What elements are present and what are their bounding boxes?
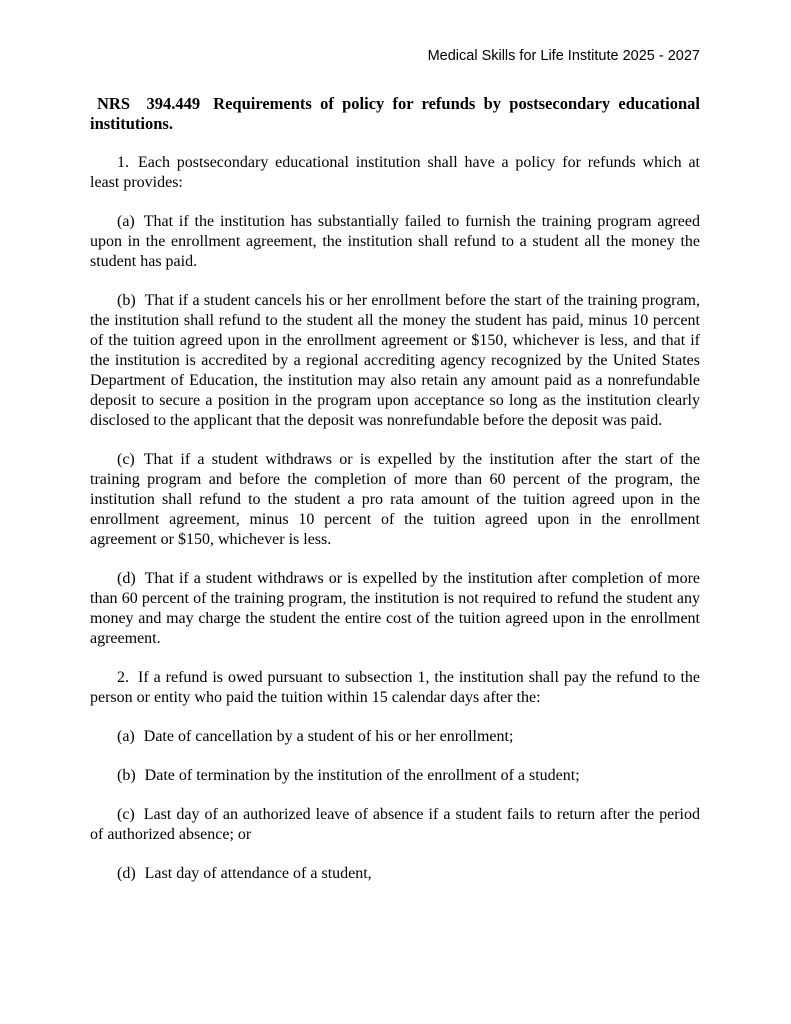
paragraph-1c [90,450,700,550]
paragraph-2c-text: Last day of an authorized leave of absence if a student fails to return after the period of authorized absence; or [90,806,700,843]
paragraph-1d [90,569,700,649]
paragraph-2-text: If a refund is owed pursuant to subsection 1, the institution shall pay the refund to the person or entity who paid the tuition within 15 calendar days after the: [90,669,700,706]
paragraph-1-label: 1. [117,154,129,171]
paragraph-2 [90,668,700,708]
paragraph-1 [90,153,700,193]
paragraph-2b-label: (b) [117,767,136,784]
paragraph-1d-text: That if a student withdraws or is expelled by the institution after completion of more than 60 percent of the training program, the institution is not required to refund the student any money and may charge the student the entire cost of the tuition agreed upon in the enrollment agreement. [90,570,700,647]
paragraph-1c-text: That if a student withdraws or is expelled by the institution after the start of the training program and before the completion of more than 60 percent of the program, the institution shall refund to the student a pro rata amount of the tuition agreed upon in the enrollment agreement, minus 10 percent of the tuition agreed upon in the enrollment agreement or $150, whichever is less. [90,451,700,548]
paragraph-2d-text: Last day of attendance of a student, [144,865,372,882]
paragraph-1b [90,291,700,431]
paragraph-2a-text: Date of cancellation by a student of his or her enrollment; [143,728,514,745]
paragraph-1b-label: (b) [117,292,136,309]
paragraph-1a-text: That if the institution has substantially failed to furnish the training program agreed upon in the enrollment agreement, the institution shall refund to a student all the money the student has paid. [90,213,700,270]
paragraph-2d-label: (d) [117,865,136,882]
paragraph-2a-label: (a) [117,728,135,745]
paragraph-2a [90,727,700,747]
paragraph-1a [90,212,700,272]
paragraph-2c [90,805,700,845]
document-header: Medical Skills for Life Institute 2025 - 2027 [427,48,700,64]
statute-heading [90,94,700,134]
paragraph-1a-label: (a) [117,213,135,230]
statute-title: Requirements of policy for refunds by postsecondary educational institutions. [90,94,700,133]
paragraph-1d-label: (d) [117,570,136,587]
paragraph-1-text: Each postsecondary educational institution shall have a policy for refunds which at least provides: [90,154,700,191]
paragraph-1b-text: That if a student cancels his or her enrollment before the start of the training program, the institution shall refund to the student all the money the student has paid, minus 10 percent of the tuition agreed upon in the enrollment agreement or $150, whichever is less, and that if the institution is accredited by a regional accrediting agency recognized by the United States Department of Education, the institution may also retain any amount paid as a nonrefundable deposit to secure a position in the program upon acceptance so long as the institution clearly disclosed to the applicant that the deposit was nonrefundable before the deposit was paid. [90,292,700,429]
paragraph-2b-text: Date of termination by the institution of the enrollment of a student; [144,767,580,784]
paragraph-2-label: 2. [117,669,129,686]
paragraph-2c-label: (c) [117,806,135,823]
statute-number: NRS 394.449 [97,94,201,113]
paragraph-1c-label: (c) [117,451,135,468]
paragraph-2b [90,766,700,786]
paragraph-2d [90,864,700,884]
